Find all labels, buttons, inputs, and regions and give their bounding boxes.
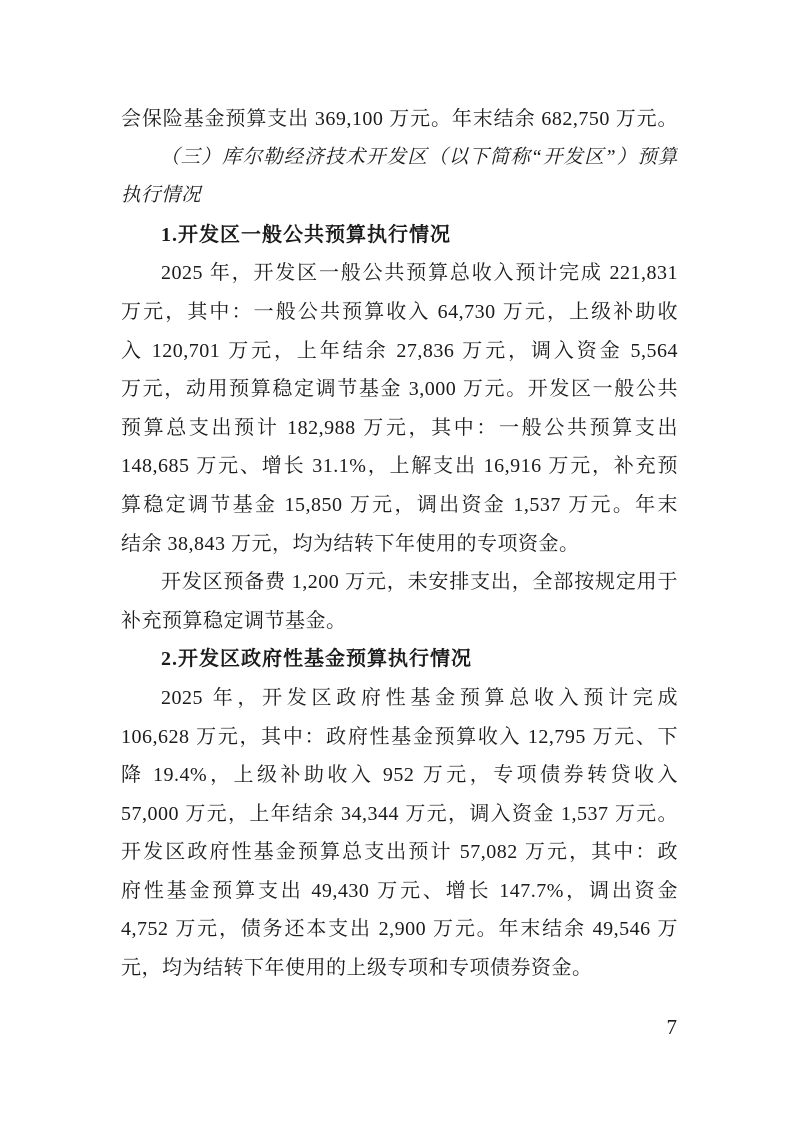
text-line: 万元，其中：一般公共预算收入 64,730 万元，上级补助收 <box>121 300 678 323</box>
text-line: 2025 年，开发区政府性基金预算总收入预计完成 <box>161 686 678 709</box>
text-line: 148,685 万元、增长 31.1%，上解支出 16,916 万元，补充预 <box>121 455 678 478</box>
subsection-title-line: 执行情况 <box>121 185 202 207</box>
text-line: 降 19.4%，上级补助收入 952 万元，专项债券转贷收入 <box>121 764 678 787</box>
subsection-title-line: （三）库尔勒经济技术开发区（以下简称“开发区”）预算 <box>160 146 678 168</box>
text-line: 2025 年，开发区一般公共预算总收入预计完成 221,831 <box>161 262 678 285</box>
text-line: 开发区预备费 1,200 万元，未安排支出，全部按规定用于 <box>161 571 678 594</box>
text-line: 预算总支出预计 182,988 万元，其中：一般公共预算支出 <box>121 416 678 439</box>
text-line: 106,628 万元，其中：政府性基金预算收入 12,795 万元、下 <box>121 725 678 748</box>
text-line: 会保险基金预算支出 369,100 万元。年末结余 682,750 万元。 <box>121 108 678 130</box>
text-line: 补充预算稳定调节基金。 <box>121 609 347 632</box>
page-number: 7 <box>666 1015 677 1039</box>
text-line: 算稳定调节基金 15,850 万元，调出资金 1,537 万元。年末 <box>121 493 678 516</box>
text-line: 元，均为结转下年使用的上级专项和专项债券资金。 <box>121 957 593 980</box>
text-line: 府性基金预算支出 49,430 万元、增长 147.7%，调出资金 <box>121 879 678 902</box>
section-heading-2: 2.开发区政府性基金预算执行情况 <box>161 648 472 671</box>
text-line: 结余 38,843 万元，均为结转下年使用的专项资金。 <box>121 532 580 555</box>
text-line: 万元，动用预算稳定调节基金 3,000 万元。开发区一般公共 <box>121 378 678 401</box>
text-line: 4,752 万元，债务还本支出 2,900 万元。年末结余 49,546 万 <box>121 918 678 941</box>
text-line: 开发区政府性基金预算总支出预计 57,082 万元，其中：政 <box>121 841 678 864</box>
text-line: 57,000 万元，上年结余 34,344 万元，调入资金 1,537 万元。 <box>121 802 678 825</box>
text-line: 入 120,701 万元，上年结余 27,836 万元，调入资金 5,564 <box>121 339 678 362</box>
section-heading-1: 1.开发区一般公共预算执行情况 <box>161 223 451 246</box>
document-body <box>121 100 678 988</box>
